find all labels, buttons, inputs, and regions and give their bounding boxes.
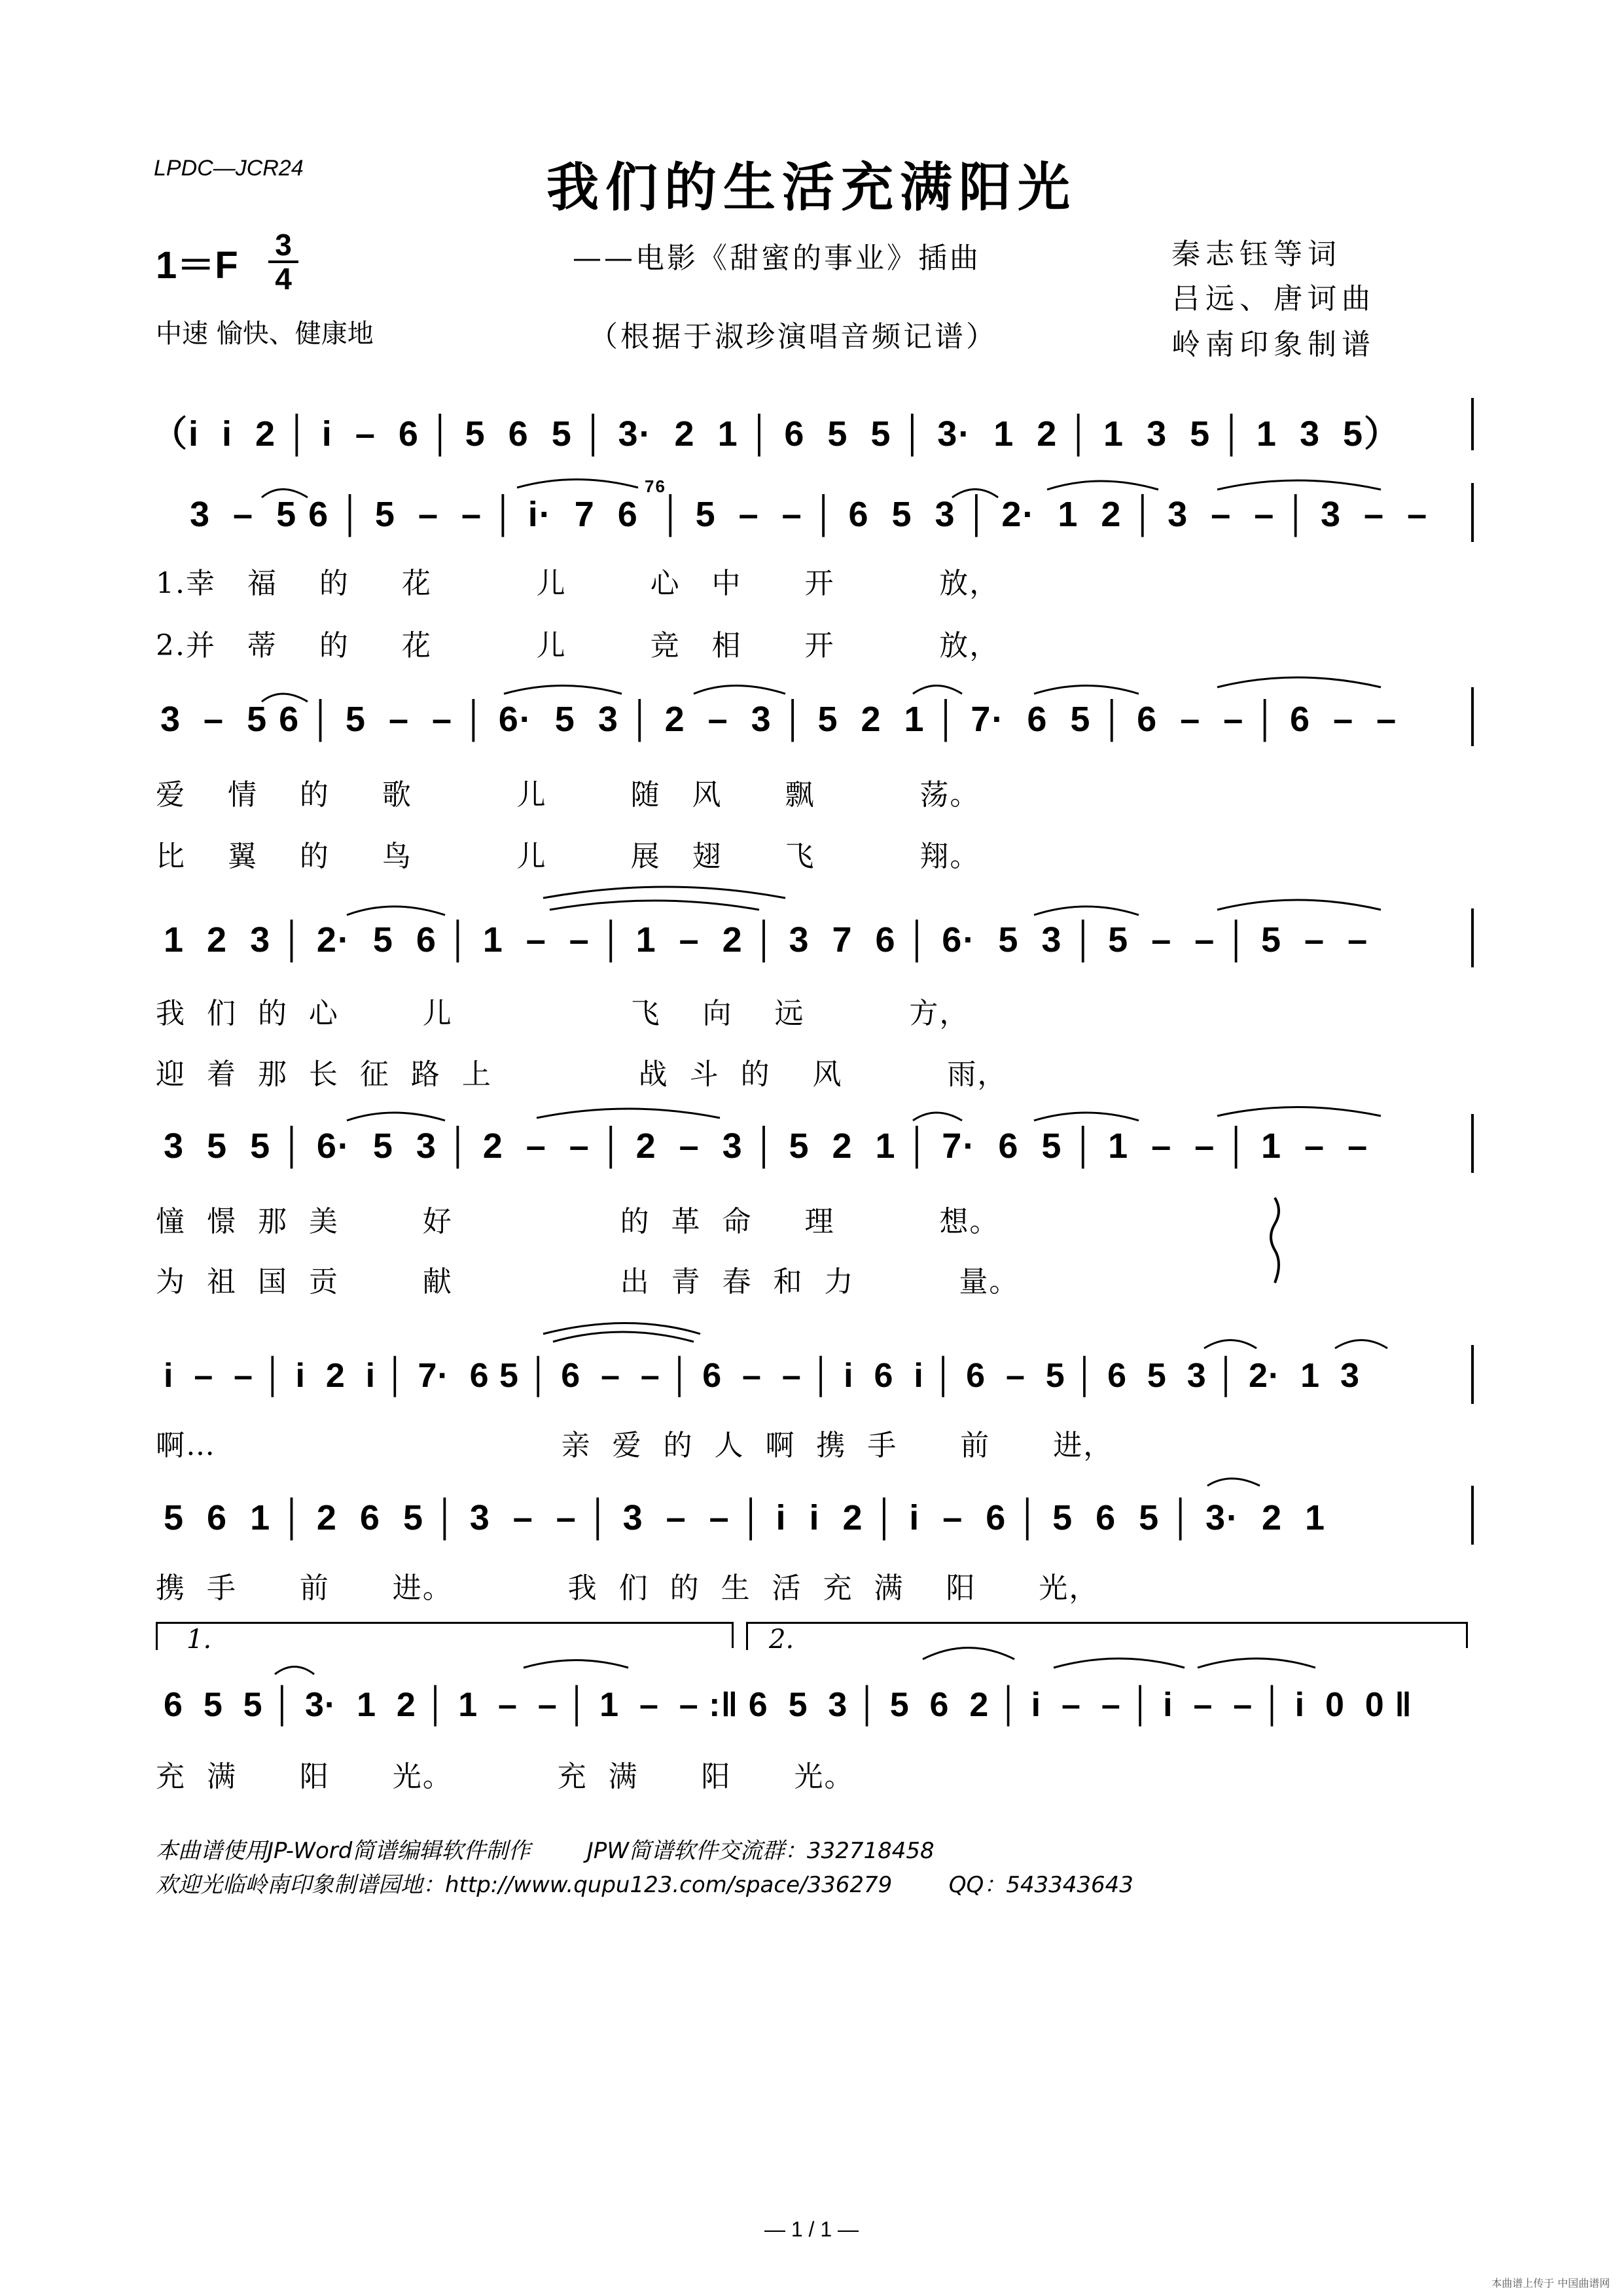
score-code: LPDC—JCR24 bbox=[154, 156, 304, 181]
meter-bottom: 4 bbox=[275, 262, 292, 296]
lyric-verse2-line3: 迎 着 那 长 征 路 上 战 斗 的 风 雨， bbox=[156, 1058, 1008, 1091]
system-7-notes: 6 5 5 │ 3· 1 2 │ 1 – – │ 1 – – :‖ 6 5 3 │ 5 6 2 │ i – – │ i – – │ i 0 0 ‖ bbox=[164, 1686, 1413, 1724]
lyric-verse1-line3: 我 们 的 心 儿 飞 向 远 方， bbox=[156, 997, 970, 1030]
lyric-line6: 携 手 前 进。 我 们 的 生 活 充 满 阳 光， bbox=[156, 1571, 1099, 1605]
volta-1-label: 1. bbox=[187, 1624, 212, 1655]
lyric-verse1-line4: 憧 憬 那 美 好 的 革 命 理 想。 bbox=[156, 1205, 1000, 1238]
grace-notes: 76 bbox=[645, 476, 666, 496]
key-signature: 1＝F bbox=[156, 244, 238, 287]
lyric-verse2-line4: 为 祖 国 贡 献 出 青 春 和 力 量。 bbox=[156, 1265, 1020, 1299]
lyricist-credit: 秦志钰等词 bbox=[1171, 238, 1342, 271]
volta-2-label: 2. bbox=[769, 1624, 794, 1655]
lyric-verse1-line2: 爱 情 的 歌 儿 随 风 飘 荡。 bbox=[156, 778, 980, 812]
arranger-credit: 岭南印象制谱 bbox=[1171, 328, 1376, 361]
footer-line-1: 本曲谱使用JP-Word简谱编辑软件制作 JPW简谱软件交流群：332718458 bbox=[156, 1838, 935, 1864]
system-6-notes: 5 6 1 │ 2 6 5 │ 3 – – │ 3 – – │ i i 2 │ i – 6 │ 5 6 5 │ 3· 2 1 bbox=[164, 1498, 1327, 1537]
system-1-notes: 3 – 5 6 │ 5 – – │ i· 7 6 │ 5 – – │ 6 5 3 │ 2· 1 2 │ 3 – – │ 3 – – bbox=[190, 495, 1429, 534]
composer-credit: 吕远、唐诃曲 bbox=[1171, 282, 1376, 315]
source-note: （根据于淑珍演唱音频记谱） bbox=[589, 320, 997, 353]
system-4-notes: 3 5 5 │ 6· 5 3 │ 2 – – │ 2 – 3 │ 5 2 1 │ 7· 6 5 │ 1 – – │ 1 – – bbox=[164, 1126, 1369, 1166]
upload-note: 本曲谱上传于 中国曲谱网 bbox=[1491, 2277, 1610, 2289]
system-5-notes: i – – │ i 2 i │ 7· 6 5 │ 6 – – │ 6 – – │ i 6 i │ 6 – 5 │ 6 5 3 │ 2· 1 3 bbox=[164, 1357, 1360, 1395]
page-title: 我们的生活充满阳光 bbox=[546, 156, 1077, 218]
meter-top: 3 bbox=[275, 228, 292, 262]
system-3-notes: 1 2 3 │ 2· 5 6 │ 1 – – │ 1 – 2 │ 3 7 6 │ 6· 5 3 │ 5 – – │ 5 – – bbox=[164, 920, 1369, 960]
page-number: — 1 / 1 — bbox=[764, 2217, 859, 2241]
lyric-verse1-line1: 1.幸 福 的 花 儿 心 中 开 放， bbox=[156, 567, 1000, 600]
footer-line-2: 欢迎光临岭南印象制谱园地：http://www.qupu123.com/space/336279 QQ：543343643 bbox=[156, 1872, 1133, 1898]
intro-notes: （i i 2 │ i – 6 │ 5 6 5 │ 3· 2 1 │ 6 5 5 │ 3· 1 2 │ 1 3 5 │ 1 3 5） bbox=[152, 414, 1401, 454]
lyric-line7: 充 满 阳 光。 充 满 阳 光。 bbox=[156, 1760, 855, 1793]
lyric-line5: 啊… 亲 爱 的 人 啊 携 手 前 进， bbox=[156, 1429, 1114, 1462]
subtitle: ——电影《甜蜜的事业》插曲 bbox=[573, 242, 981, 275]
tempo-marking: 中速 愉快、健康地 bbox=[156, 319, 374, 349]
lyric-verse2-line2: 比 翼 的 鸟 儿 展 翅 飞 翔。 bbox=[156, 840, 980, 873]
lyric-verse2-line1: 2.并 蒂 的 花 儿 竞 相 开 放， bbox=[156, 629, 1000, 662]
system-2-notes: 3 – 5 6 │ 5 – – │ 6· 5 3 │ 2 – 3 │ 5 2 1 │ 7· 6 5 │ 6 – – │ 6 – – bbox=[160, 700, 1398, 739]
